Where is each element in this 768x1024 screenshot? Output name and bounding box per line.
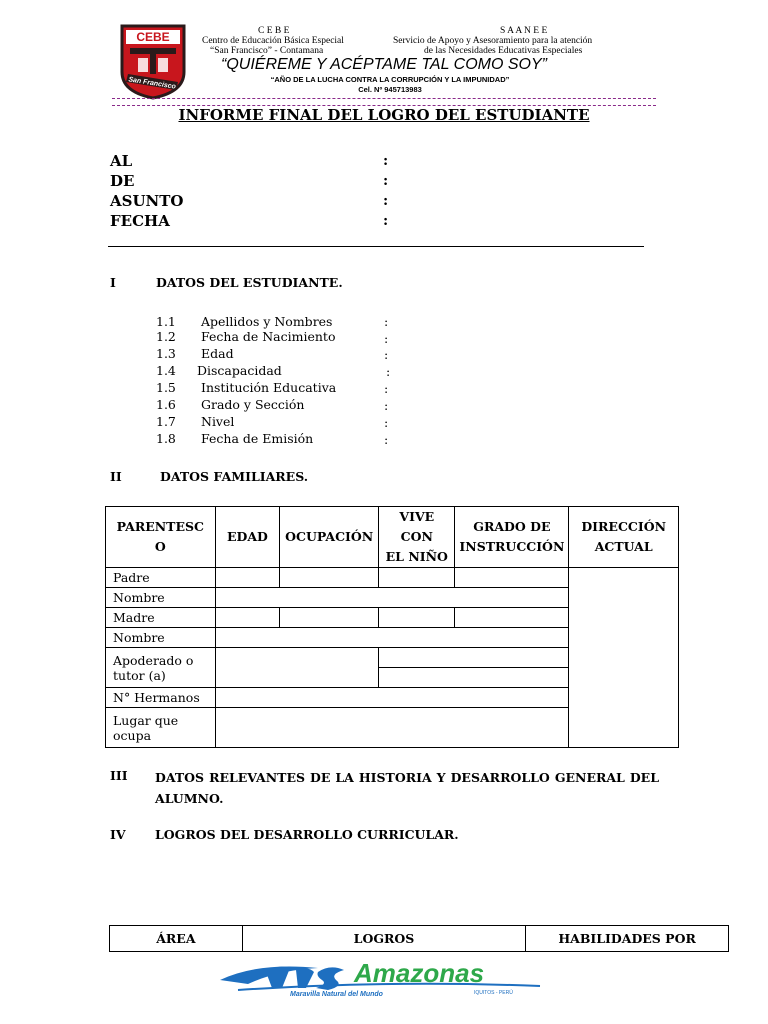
item-label-grado: Grado y Sección (201, 397, 305, 412)
header-parentesco: PARENTESC O (106, 507, 216, 568)
memo-colon-al: : (383, 153, 389, 169)
logo-ribbon-text: San Francisco (127, 76, 177, 91)
item-colon: : (384, 415, 389, 430)
row-label-padre: Padre (106, 568, 216, 588)
header-habilidades: HABILIDADES POR (526, 926, 729, 952)
item-label-emision: Fecha de Emisión (201, 431, 314, 446)
section2-number: II (110, 469, 122, 484)
row-label-nombre: Nombre (106, 628, 216, 648)
cell-empty (215, 628, 569, 648)
memo-label-de: DE (110, 172, 135, 190)
item-label-nacimiento: Fecha de Nacimiento (201, 329, 336, 344)
item-number: 1.7 (156, 414, 176, 429)
header-vive: VIVE CON EL NIÑO (379, 507, 455, 568)
memo-label-asunto: ASUNTO (110, 192, 184, 210)
row-label-nombre: Nombre (106, 588, 216, 608)
header-direccion: DIRECCIÓN ACTUAL (569, 507, 679, 568)
logo-badge-text: CEBE (136, 30, 170, 44)
item-number: 1.6 (156, 397, 176, 412)
item-label-edad: Edad (201, 346, 234, 361)
phone-number: Cel. Nº 945713983 (358, 85, 422, 94)
item-label-apellidos: Apellidos y Nombres (201, 314, 333, 329)
cell-direccion (569, 568, 679, 748)
item-label-nivel: Nivel (201, 414, 235, 429)
footer-brand: Amazonas (354, 958, 485, 988)
year-name: “AÑO DE LA LUCHA CONTRA LA CORRUPCIÓN Y LA IMPUNIDAD” (270, 75, 510, 84)
item-number: 1.2 (156, 329, 176, 344)
right-org-line1: Servicio de Apoyo y Asesoramiento para la atención (393, 36, 593, 46)
cell-empty (215, 688, 569, 708)
section2-title: DATOS FAMILIARES. (160, 469, 309, 484)
section1-title: DATOS DEL ESTUDIANTE. (156, 275, 343, 290)
left-org-line2: “San Francisco” - Contamana (210, 46, 324, 56)
item-colon: : (384, 381, 389, 396)
item-colon: : (386, 364, 391, 379)
header-grado: GRADO DE INSTRUCCIÓN (455, 507, 569, 568)
cell-empty (455, 568, 569, 588)
item-number: 1.1 (156, 314, 176, 329)
document-title (0, 106, 768, 124)
cell-empty (379, 608, 455, 628)
header-logros: LOGROS (242, 926, 525, 952)
header-edad: EDAD (215, 507, 280, 568)
footer-logo (218, 958, 548, 998)
cell-empty (455, 608, 569, 628)
cell-empty (215, 708, 569, 748)
memo-label-al: AL (110, 152, 133, 170)
section3-title: DATOS RELEVANTES DE LA HISTORIA Y DESARROLLO GENERAL DEL ALUMNO. (155, 770, 659, 806)
item-number: 1.3 (156, 346, 176, 361)
item-colon: : (384, 331, 389, 346)
left-org-line1: Centro de Educación Básica Especial (202, 36, 344, 46)
header-ocupacion: OCUPACIÓN (280, 507, 379, 568)
table-header-row (106, 507, 679, 568)
row-label-lugar: Lugar que ocupa (106, 708, 216, 748)
left-org-code: C E B E (258, 26, 290, 36)
header-area: ÁREA (110, 926, 243, 952)
item-number: 1.4 (156, 363, 176, 378)
memo-rule (108, 246, 644, 247)
cell-empty (280, 608, 379, 628)
item-label-discapacidad: Discapacidad (197, 363, 282, 378)
item-number: 1.5 (156, 380, 176, 395)
cell-empty (379, 568, 455, 588)
memo-colon-asunto: : (383, 193, 389, 209)
cell-empty (215, 648, 379, 688)
cell-empty (215, 568, 280, 588)
item-colon: : (384, 432, 389, 447)
item-colon: : (384, 347, 389, 362)
right-org-line2: de las Necesidades Educativas Especiales (424, 46, 583, 56)
footer-tagline: Maravilla Natural del Mundo (290, 991, 383, 998)
section4-title: LOGROS DEL DESARROLLO CURRICULAR. (155, 827, 459, 842)
section1-number: I (110, 275, 116, 290)
item-number: 1.8 (156, 431, 176, 446)
cell-empty (280, 568, 379, 588)
item-colon: : (384, 314, 389, 329)
cell-empty (215, 588, 569, 608)
table-header-row (110, 926, 729, 952)
item-colon: : (384, 398, 389, 413)
row-label-hermanos: N° Hermanos (106, 688, 216, 708)
section4-number: IV (110, 827, 126, 842)
cell-empty (215, 608, 280, 628)
footer-small: IQUITOS - PERÚ (474, 990, 513, 996)
curriculum-table (109, 925, 729, 952)
memo-colon-de: : (383, 173, 389, 189)
memo-colon-fecha: : (383, 213, 389, 229)
cell-empty (379, 648, 569, 668)
motto: “QUIÉREME Y ACÉPTAME TAL COMO SOY” (221, 56, 547, 73)
header-separator (112, 98, 656, 106)
document-title-text: INFORME FINAL DEL LOGRO DEL ESTUDIANTE (178, 106, 590, 124)
table-row (106, 568, 679, 588)
section3-number: III (110, 768, 128, 783)
cell-empty (379, 668, 569, 688)
row-label-madre: Madre (106, 608, 216, 628)
item-label-institucion: Institución Educativa (201, 380, 337, 395)
right-org-code: S A A N E E (500, 26, 548, 36)
memo-label-fecha: FECHA (110, 212, 170, 230)
family-table (105, 506, 679, 748)
row-label-apoderado: Apoderado o tutor (a) (106, 648, 216, 688)
